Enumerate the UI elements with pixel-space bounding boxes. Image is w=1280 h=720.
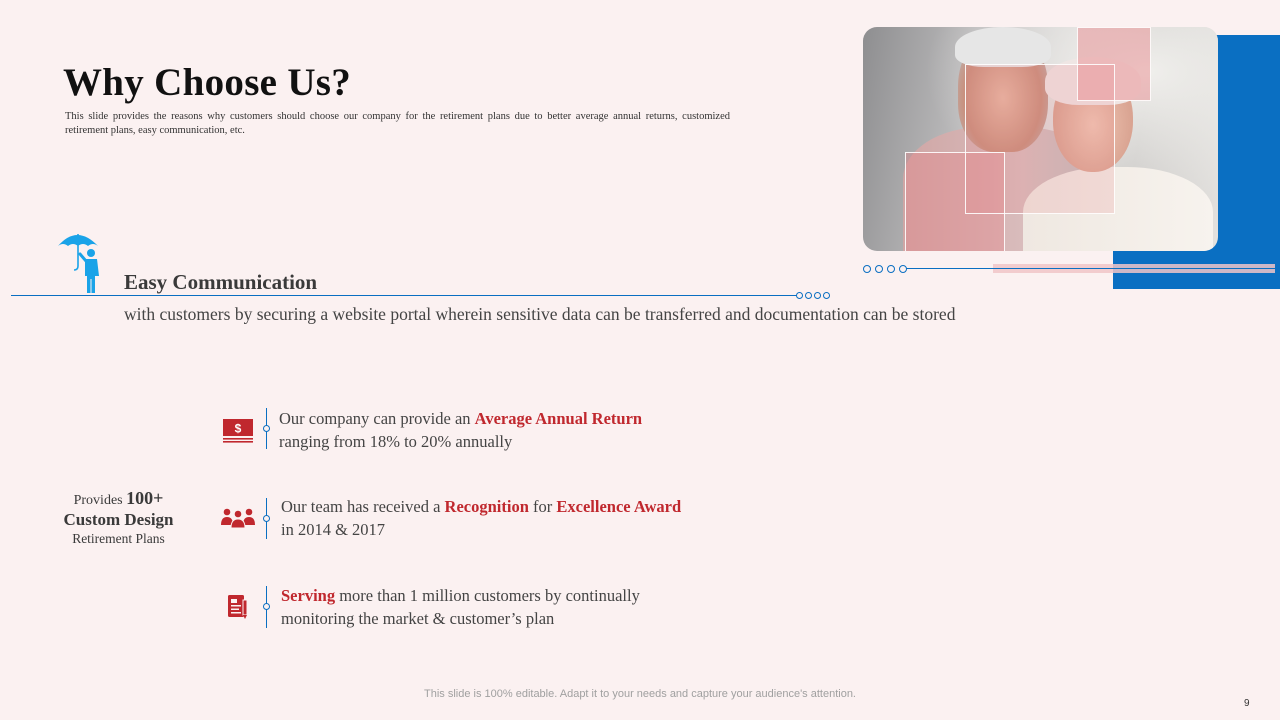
section-divider-line xyxy=(11,295,797,296)
feature-description: with customers by securing a website portal wherein sensitive data can be transferred and documentation can be stored xyxy=(124,304,956,324)
stat-highlight: Custom Design xyxy=(63,510,174,529)
senior-couple-photo xyxy=(863,27,1218,251)
svg-text:$: $ xyxy=(234,421,242,436)
reason-average-return: Our company can provide an Average Annual Return ranging from 18% to 20% annually xyxy=(279,409,643,451)
umbrella-person-icon xyxy=(56,226,102,294)
stat-number: 100+ xyxy=(126,488,164,508)
dollar-bill-icon xyxy=(222,418,254,444)
slide-subtitle: This slide provides the reasons why customers should choose our company for the retirement plans due to better average annual returns, customized retirement plans, easy communication, etc. xyxy=(65,111,730,136)
reason-excellence-award: Our team has received a Recognition for Excellence Award in 2014 & 2017 xyxy=(281,497,682,539)
monitoring-plan-icon xyxy=(226,593,250,621)
row-connector-dot xyxy=(263,603,270,610)
row-connector-dot xyxy=(263,425,270,432)
row-connector-dot xyxy=(263,515,270,522)
page-number: 9 xyxy=(1244,698,1250,709)
custom-design-stat xyxy=(40,488,197,547)
slide-title: Why Choose Us? xyxy=(63,61,352,104)
stat-suffix: Retirement Plans xyxy=(72,531,165,546)
team-icon xyxy=(219,507,257,529)
photo-divider-line xyxy=(905,268,1280,269)
feature-heading: Easy Communication xyxy=(124,270,318,294)
photo-dots xyxy=(863,265,907,273)
footer-note: This slide is 100% editable. Adapt it to your needs and capture your audience's attention. xyxy=(424,688,856,700)
stat-prefix: Provides xyxy=(73,493,123,508)
divider-dots xyxy=(796,292,830,299)
reason-serving-customers: Serving more than 1 million customers by continually monitoring the market & customer’s plan xyxy=(281,586,640,628)
